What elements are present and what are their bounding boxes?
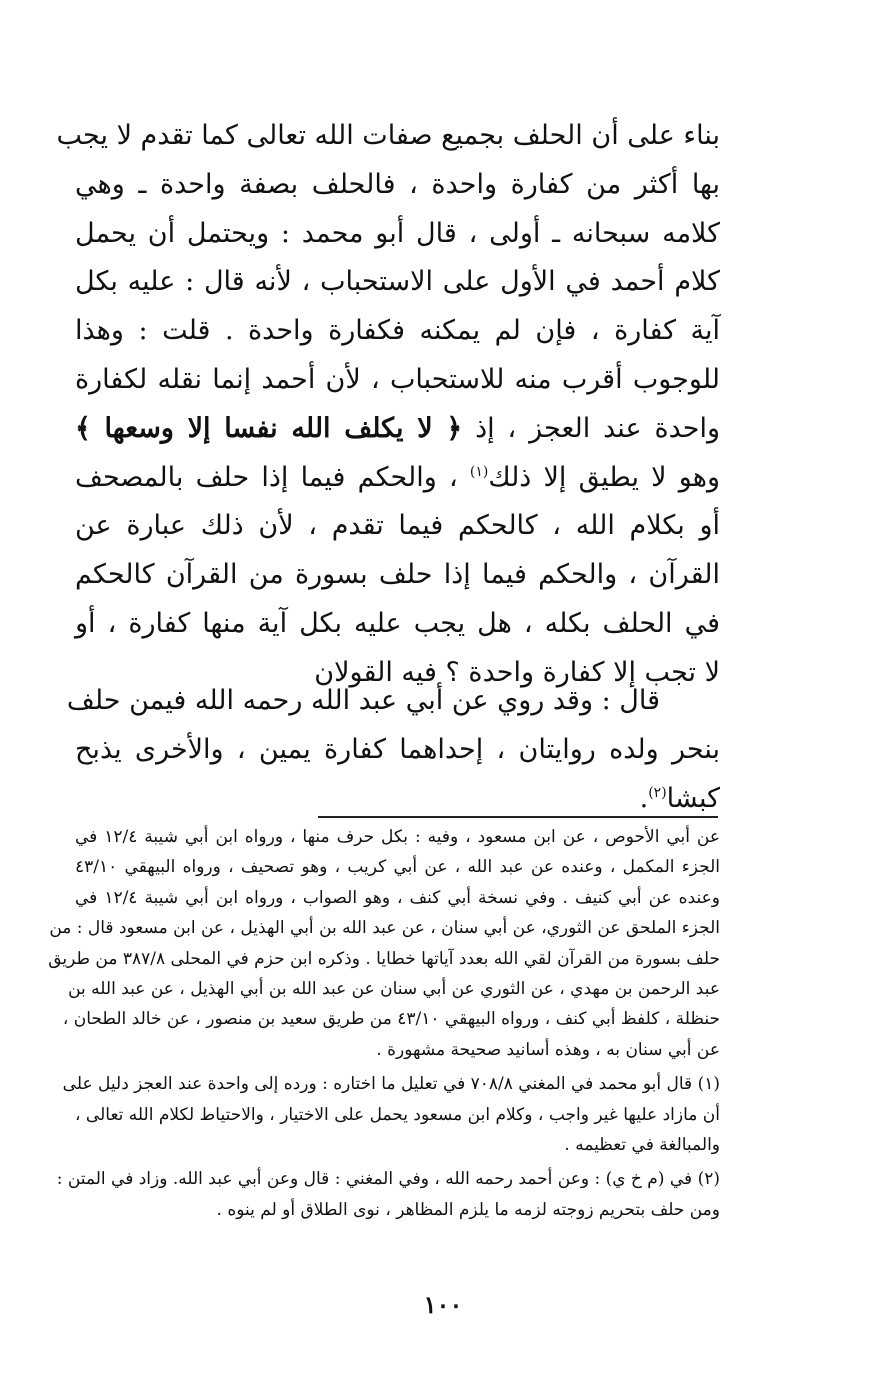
footnote-2-line: (٢) في (م خ ي) : وعن أحمد رحمه الله ، وفي المغني : قال وعن أبي عبد الله. وزاد في المتن : xyxy=(56,1169,720,1190)
text-line: كلام أحمد في الأول على الاستحباب ، لأنه قال : عليه بكل xyxy=(75,266,720,298)
second-paragraph xyxy=(66,677,720,823)
text-line: لا تجب إلا كفارة واحدة ؟ فيه القولان xyxy=(314,656,720,688)
footnote-separator xyxy=(318,816,718,818)
footnote-line: الجزء المكمل ، وعنده عن عبد الله ، عن أبي كريب ، وهو تصحيف ، ورواه البيهقي ٤٣/١٠ xyxy=(75,857,720,878)
text-segment: واحدة عند العجز ، إذ xyxy=(475,412,720,444)
text-line xyxy=(75,405,720,454)
main-paragraph xyxy=(56,112,720,698)
text-line: بناء على أن الحلف بجميع صفات الله تعالى كما تقدم لا يجب xyxy=(56,120,720,151)
footnote-line: الجزء الملحق عن الثوري، عن أبي سنان ، عن عبد الله بن أبي الهذيل ، عن ابن مسعود قال : من xyxy=(49,918,720,939)
text-line: قال : وقد روي عن أبي عبد الله رحمه الله فيمن حلف xyxy=(66,685,660,716)
page-number: ١٠٠ xyxy=(423,1290,463,1319)
footnote-line: وعنده عن أبي كنيف . وفي نسخة أبي كنف ، وهو الصواب ، ورواه ابن أبي شيبة ١٢/٤ في xyxy=(75,887,720,908)
text-line xyxy=(75,454,720,503)
footnote-1-line: (١) قال أبو محمد في المغني ٧٠٨/٨ في تعليل ما اختاره : ورده إلى واحدة عند العجز دليل على xyxy=(62,1074,720,1095)
footnote-ref-1: (١) xyxy=(469,463,489,480)
footnote-2-line: ومن حلف بتحريم زوجته لزمه ما يلزم المظاهر ، نوى الطلاق أو لم ينوه . xyxy=(216,1199,720,1220)
text-line: أو بكلام الله ، كالحكم فيما تقدم ، لأن ذلك عبارة عن xyxy=(75,510,720,542)
text-line: في الحلف بكله ، هل يجب عليه بكل آية منها كفارة ، أو xyxy=(75,607,720,639)
text-segment: . xyxy=(639,782,649,814)
text-line: آية كفارة ، فإن لم يمكنه فكفارة واحدة . قلت : وهذا xyxy=(75,315,720,347)
footnote-ref-2: (٢) xyxy=(648,784,667,801)
footnotes xyxy=(48,822,721,1225)
text-line: للوجوب أقرب منه للاستحباب ، لأن أحمد إنما نقله لكفارة xyxy=(75,363,720,395)
text-line: كلامه سبحانه ـ أولى ، قال أبو محمد : ويحتمل أن يحمل xyxy=(75,217,720,249)
footnote-line: عبد الرحمن بن مهدي ، عن الثوري عن أبي سنان عن عبد الله بن أبي الهذيل ، عن عبد الله بن xyxy=(68,978,720,999)
text-segment: كبشا xyxy=(666,782,720,814)
text-segment: وهو لا يطيق إلا ذلك xyxy=(488,461,720,493)
footnote-line: حنظلة ، كلفظ أبي كنف ، ورواه البيهقي ٤٣/١٠ من طريق سعيد بن منصور ، عن خالد الطحان ، xyxy=(62,1009,720,1030)
footnote-line: حلف بسورة من القرآن لقي الله بعدد آياتها خطايا . وذكره ابن حزم في المحلى ٣٨٧/٨ من طريق xyxy=(48,948,720,969)
footnote-line: عن أبي الأحوص ، عن ابن مسعود ، وفيه : بكل حرف منها ، ورواه ابن أبي شيبة ١٢/٤ في xyxy=(75,827,721,847)
footnote-1-line: والمبالغة في تعظيمه . xyxy=(564,1134,720,1155)
text-line: بها أكثر من كفارة واحدة ، فالحلف بصفة واحدة ـ وهي xyxy=(75,168,720,200)
text-segment: ، والحكم فيما إذا حلف بالمصحف xyxy=(75,461,458,493)
footnote-line: عن أبي سنان به ، وهذه أسانيد صحيحة مشهورة . xyxy=(376,1039,720,1060)
text-line: القرآن ، والحكم فيما إذا حلف بسورة من القرآن كالحكم xyxy=(75,559,720,591)
quran-verse: ﴿ لا يكلف الله نفسا إلا وسعها ﴾ xyxy=(75,412,463,444)
text-line: بنحر ولده روايتان ، إحداهما كفارة يمين ، والأخرى يذبح xyxy=(75,733,720,765)
footnote-1-line: أن مازاد عليها غير واجب ، وكلام ابن مسعود يحمل على الاختيار ، والاحتياط لكلام الله تعالى ، xyxy=(75,1104,720,1125)
